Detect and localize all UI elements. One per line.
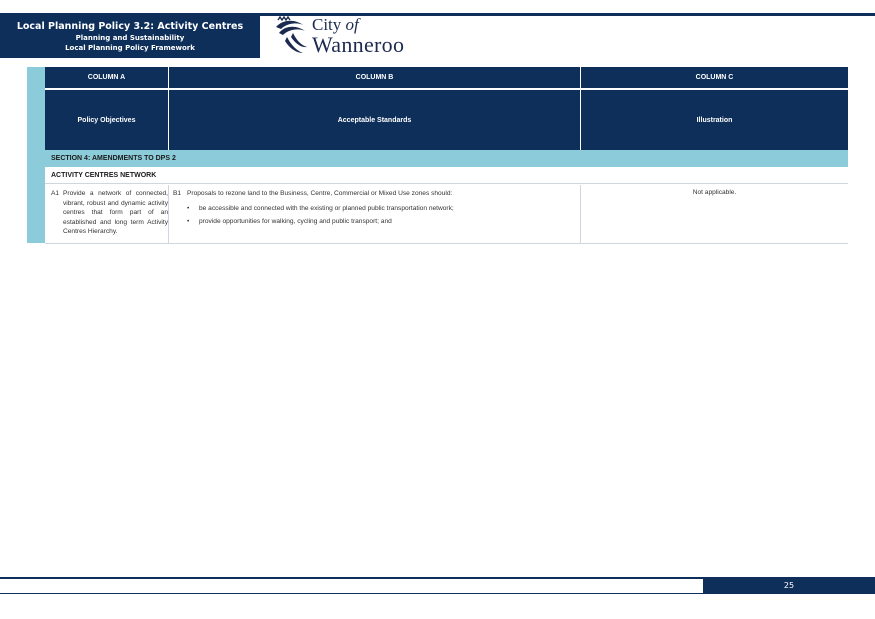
policy-objectives-header: Policy Objectives [45, 89, 169, 151]
document-header [0, 13, 260, 58]
column-c-header: COLUMN C [581, 67, 848, 88]
standard-text: Proposals to rezone land to the Business, Centre, Commercial or Mixed Use zones should: [187, 190, 453, 197]
objective-text: Provide a network of connected, vibrant, robust and dynamic activity centres that form part of an established and long term Activity Centres Hierarchy. [63, 190, 168, 236]
subsection-heading: ACTIVITY CENTRES NETWORK [45, 167, 848, 184]
bullet-icon: • [187, 205, 190, 212]
footer-bottom-rule [0, 593, 875, 594]
illustration-cell: Not applicable. [692, 189, 737, 196]
policy-title: Local Planning Policy 3.2: Activity Centres [16, 21, 244, 32]
logo-wanneroo-text: Wanneroo [312, 32, 405, 57]
city-logo [273, 15, 413, 57]
framework-name: Local Planning Policy Framework [65, 44, 195, 52]
column-a-header: COLUMN A [45, 67, 169, 88]
objective-number: A1 [51, 190, 60, 197]
illustration-header: Illustration [581, 89, 848, 151]
acceptable-standards-header: Acceptable Standards [169, 89, 581, 151]
page-number: 25 [703, 577, 875, 593]
bullet-icon: • [187, 218, 190, 225]
logo-city-text: City of [312, 15, 359, 34]
department-name: Planning and Sustainability [75, 34, 185, 42]
standard-number: B1 [173, 190, 182, 197]
column-divider [168, 185, 169, 243]
column-b-header: COLUMN B [169, 67, 581, 88]
footer-rule [0, 577, 703, 579]
section-heading: SECTION 4: AMENDMENTS TO DPS 2 [45, 150, 848, 167]
table-left-strip [27, 67, 45, 243]
wave-emblem-icon [273, 15, 311, 55]
